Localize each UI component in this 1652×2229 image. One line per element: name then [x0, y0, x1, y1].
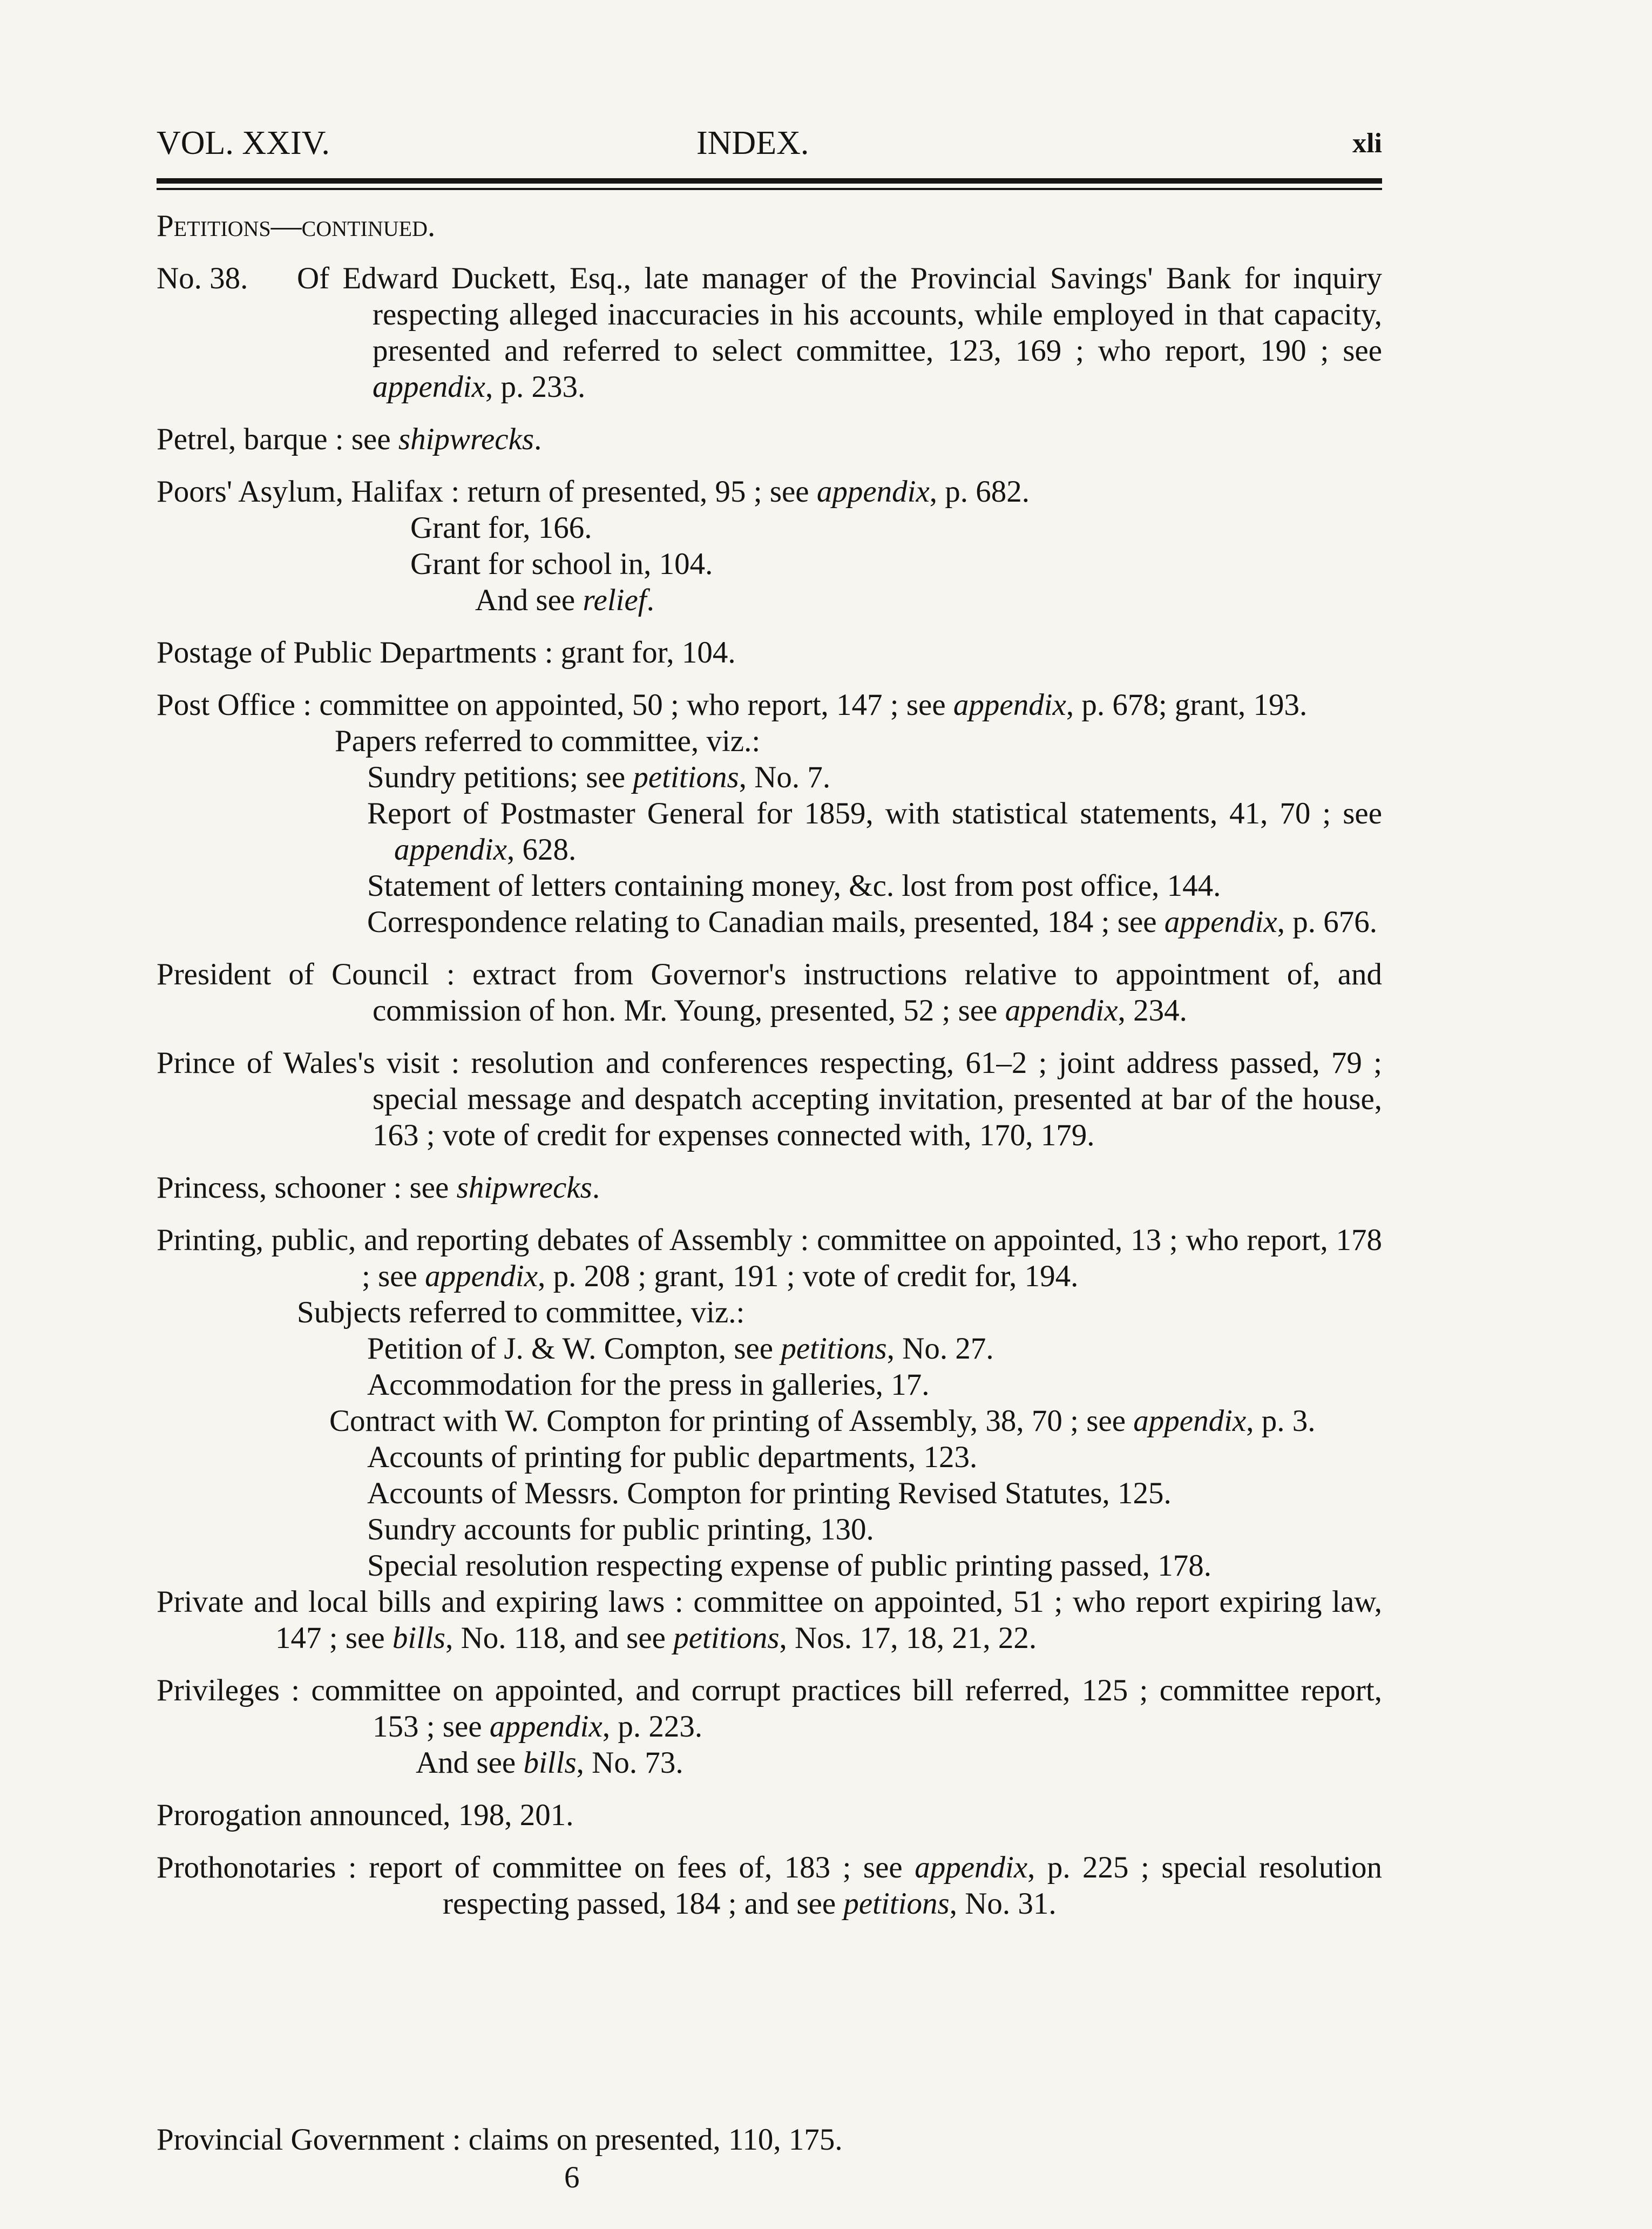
printing-sub-5: Accounts of Messrs. Compton for printing Revised Statutes, 125. — [367, 1476, 1172, 1510]
printing-sub-3: Contract with W. Compton for printing of Assembly, 38, 70 ; see appendix, p. 3. — [329, 1404, 1316, 1438]
poors-sub-grant: Grant for, 166. — [410, 511, 592, 545]
entry-provincial-government: Provincial Government : claims on presented, 110, 175. — [157, 2123, 843, 2157]
entry-poors-asylum: Poors' Asylum, Halifax : return of presented, 95 ; see appendix, p. 682. — [157, 475, 1030, 509]
signature-mark: 6 — [564, 2160, 580, 2194]
entry-president: President of Council : extract from Governor's instructions relative to appointment of, and commission of hon. Mr. Young, presented, 52 ; see appendix, 234. — [157, 957, 1382, 1028]
entry-prorogation: Prorogation announced, 198, 201. — [157, 1798, 574, 1832]
section-heading: Petitions—continued. — [157, 209, 436, 243]
volume-label: VOL. XXIV. — [157, 125, 330, 161]
privileges-sub: And see bills, No. 73. — [416, 1746, 683, 1780]
entry-privileges: Privileges : committee on appointed, and corrupt practices bill referred, 125 ; committee report, 153 ; see appendix, p. 223. — [157, 1673, 1382, 1744]
entry-postage: Postage of Public Departments : grant for, 104. — [157, 636, 736, 670]
printing-sub-1: Petition of J. & W. Compton, see petitions, No. 27. — [367, 1332, 994, 1366]
header-rule-thick — [157, 178, 1382, 184]
post-sub-3: Statement of letters containing money, &c. lost from post office, 144. — [367, 869, 1221, 903]
printing-sub-6: Sundry accounts for public printing, 130. — [367, 1512, 874, 1546]
entry-printing: Printing, public, and reporting debates of Assembly : committee on appointed, 13 ; who report, 178 ; see appendix, p. 208 ; grant, 191 ; vote of credit for, 194. — [157, 1223, 1382, 1293]
running-header — [157, 124, 1382, 167]
post-sub-2: Report of Postmaster General for 1859, with statistical statements, 41, 70 ; see appendix, 628. — [367, 796, 1382, 867]
header-rule-thin — [157, 188, 1382, 190]
printing-subjects: Subjects referred to committee, viz.: — [297, 1295, 745, 1329]
poors-sub-school: Grant for school in, 104. — [410, 547, 713, 581]
printing-sub-4: Accounts of printing for public departments, 123. — [367, 1440, 978, 1474]
entry-no38: No. 38. Of Edward Duckett, Esq., late manager of the Provincial Savings' Bank for inquiry respecting alleged inaccuracies in his accounts, while employed in that capacity, presented and referred to select committee, 123, 169 ; who report, 190 ; see appendix, p. 233. — [157, 261, 1382, 404]
poors-sub-see: And see relief. — [475, 583, 654, 617]
index-body — [157, 208, 1382, 1922]
entry-princess: Princess, schooner : see shipwrecks. — [157, 1171, 600, 1205]
printing-sub-2: Accommodation for the press in galleries, 17. — [367, 1368, 930, 1402]
printing-sub-7: Special resolution respecting expense of public printing passed, 178. — [367, 1549, 1211, 1583]
post-sub-4: Correspondence relating to Canadian mails, presented, 184 ; see appendix, p. 676. — [367, 905, 1377, 939]
post-sub-1: Sundry petitions; see petitions, No. 7. — [367, 760, 831, 794]
page-number: xli — [1352, 128, 1382, 159]
entry-petrel: Petrel, barque : see shipwrecks. — [157, 422, 542, 456]
entry-prothonotaries: Prothonotaries : report of committee on fees of, 183 ; see appendix, p. 225 ; special resolution respecting passed, 184 ; and see petitions, No. 31. — [157, 1850, 1383, 1921]
post-papers: Papers referred to committee, viz.: — [335, 724, 761, 758]
header-title: INDEX. — [696, 125, 809, 161]
entry-post-office: Post Office : committee on appointed, 50 ; who report, 147 ; see appendix, p. 678; grant, 193. — [157, 688, 1308, 722]
entry-prince-of-wales: Prince of Wales's visit : resolution and conferences respecting, 61–2 ; joint address passed, 79 ; special message and despatch accepting invitation, presented at bar of the house, 163 ; vote of credit for expenses connected with, 170, 179. — [157, 1046, 1382, 1152]
entry-private-bills: Private and local bills and expiring laws : committee on appointed, 51 ; who report expiring law, 147 ; see bills, No. 118, and see petitions, Nos. 17, 18, 21, 22. — [157, 1585, 1382, 1655]
